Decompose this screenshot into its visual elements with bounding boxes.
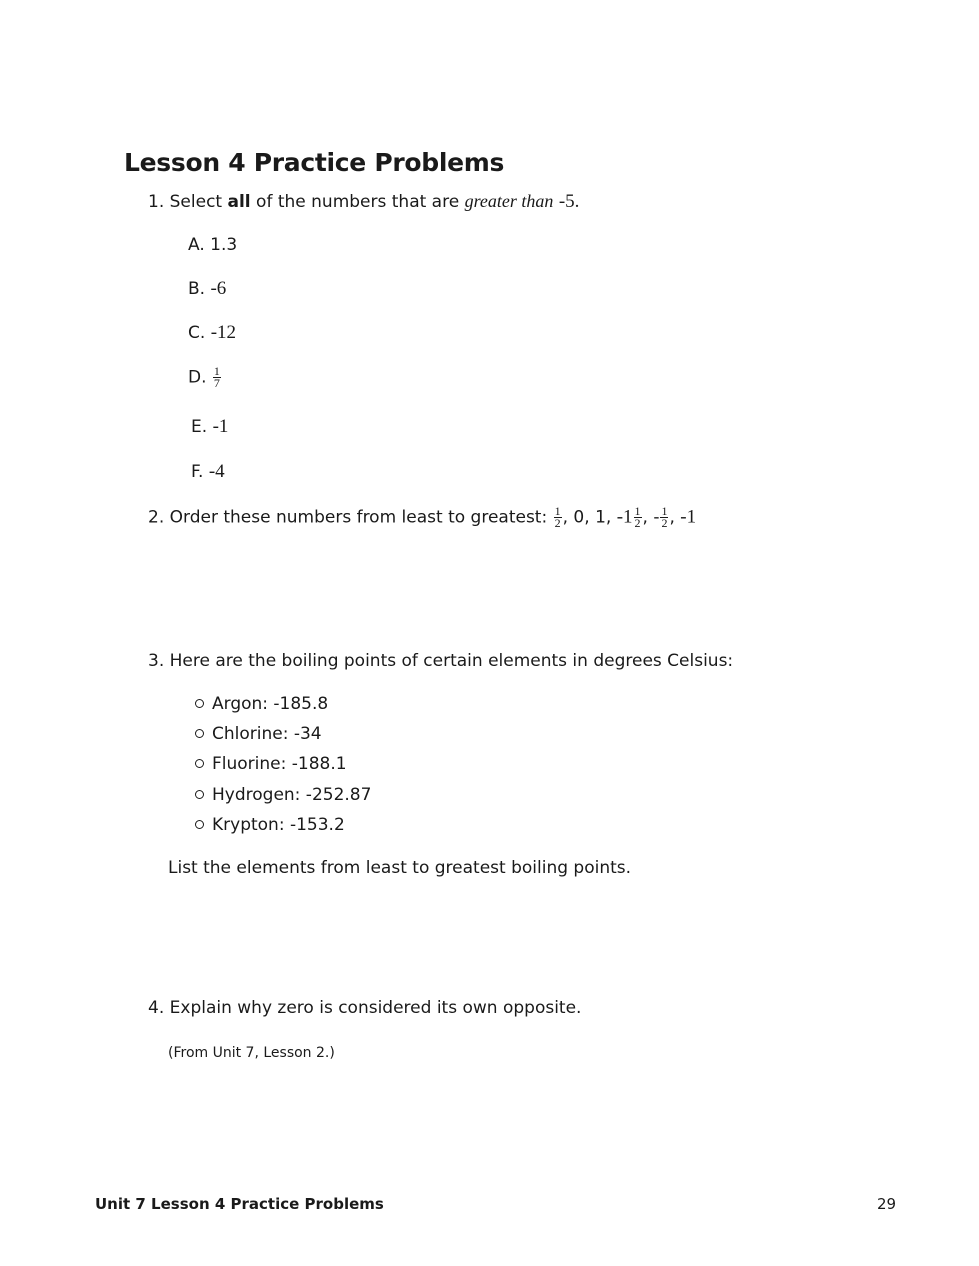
mixed-number-whole: -1 [616, 506, 633, 528]
negative-half-fraction [660, 506, 668, 529]
option-a [188, 234, 237, 256]
number-half [554, 506, 562, 529]
option-letter: A. [188, 235, 205, 255]
option-letter: F. [191, 462, 204, 482]
question-text: of the numbers that are [256, 192, 460, 212]
list-item [192, 753, 371, 783]
number-zero: 0, [573, 507, 590, 528]
list-item [192, 723, 371, 753]
option-letter: E. [191, 417, 208, 437]
bullet-icon [195, 729, 204, 738]
page-title: Lesson 4 Practice Problems [124, 148, 505, 177]
list-item [192, 784, 371, 814]
footer-title: Unit 7 Lesson 4 Practice Problems [95, 1195, 384, 1213]
option-fraction [213, 366, 221, 389]
mixed-number-fraction [634, 506, 642, 529]
option-d [188, 366, 222, 389]
option-letter: B. [188, 279, 206, 299]
list-item [192, 693, 371, 723]
number-negative-one: -1 [680, 506, 697, 528]
option-value: 1.3 [210, 235, 238, 255]
page-number: 29 [877, 1195, 897, 1213]
question-number: 1. [148, 192, 165, 212]
option-value: -1 [212, 416, 229, 437]
question-2: 2. Order these numbers from least to greatest: $\frac{1}{2}$ , 0, 1, -1 $\frac{1}{2}$ , - $\frac{1}{2}$ , -1 [148, 504, 697, 530]
question-text: Explain why zero is considered its own opposite. [169, 998, 582, 1018]
list-item-text: Argon: -185.8 [212, 694, 329, 714]
question-emphasis: all [227, 192, 251, 212]
question-text: Order these numbers from least to greatest: [169, 507, 548, 528]
list-item-text: Krypton: -153.2 [212, 814, 345, 835]
question-value: -5. [558, 191, 580, 212]
option-e [191, 416, 228, 438]
element-list [192, 693, 371, 844]
question-text: Select [169, 192, 223, 212]
question-number: 3. [148, 651, 165, 671]
question-number: 2. [148, 507, 165, 528]
list-item-text: Fluorine: -188.1 [212, 754, 347, 775]
fraction-denominator: 2 [554, 516, 561, 530]
fraction-numerator: 1 [634, 504, 641, 518]
question-text: Here are the boiling points of certain elements in degrees Celsius: [169, 651, 734, 671]
question-3-instruction: List the elements from least to greatest boiling points. [168, 858, 632, 878]
fraction-denominator: 2 [661, 516, 668, 530]
question-3 [148, 650, 733, 672]
bullet-icon [195, 699, 204, 708]
option-c [188, 322, 236, 344]
bullet-icon [195, 820, 204, 829]
list-item-text: Chlorine: -34 [212, 724, 322, 745]
number-one: 1, [595, 507, 612, 528]
option-letter: D. [188, 367, 207, 388]
list-item-text: Hydrogen: -252.87 [212, 784, 372, 805]
bullet-icon [195, 759, 204, 768]
option-value: -12 [210, 322, 237, 343]
fraction-numerator: 1 [554, 504, 561, 518]
fraction-numerator: 1 [213, 364, 220, 378]
bullet-icon [195, 790, 204, 799]
question-italic: greater than [464, 191, 554, 211]
source-note: (From Unit 7, Lesson 2.) [168, 1045, 335, 1061]
list-item [192, 814, 371, 844]
fraction-denominator: 2 [634, 516, 641, 530]
negative-sign: - [653, 507, 660, 528]
fraction-numerator: 1 [661, 504, 668, 518]
fraction-denominator: 7 [213, 376, 220, 390]
question-4 [148, 997, 581, 1019]
option-value: -4 [208, 461, 225, 482]
option-letter: C. [188, 323, 206, 343]
question-number: 4. [148, 998, 165, 1018]
option-b [188, 278, 226, 300]
option-f [191, 461, 225, 483]
question-1 [148, 190, 579, 213]
option-value: -6 [210, 278, 227, 299]
